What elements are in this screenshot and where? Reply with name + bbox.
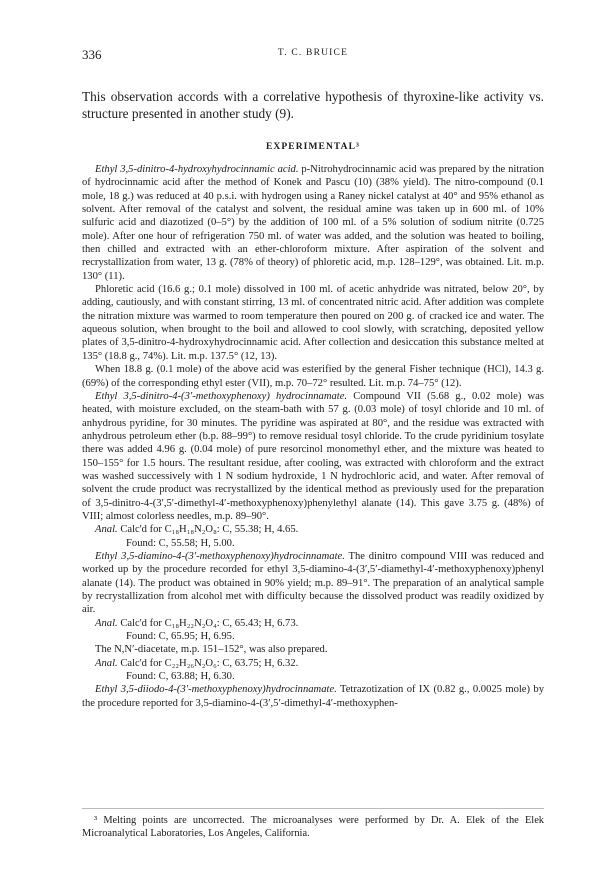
paragraph-text: Found: C, 65.95; H, 6.95. — [126, 631, 235, 643]
body-paragraph — [82, 683, 544, 710]
running-title: T. C. BRUICE — [277, 48, 349, 58]
paragraph-lead: Ethyl 3,5-diamino-4-(3′-methoxyphenoxy)hydrocinnamate. — [95, 550, 345, 562]
body-paragraph — [82, 643, 544, 656]
paragraph-lead: Anal. — [95, 617, 118, 629]
paragraph-text: Calc'd for C₂₂H₂₆N₂O₆: C, 63.75; H, 6.32. — [117, 657, 299, 669]
paragraph-text: Found: C, 55.58; H, 5.00. — [126, 537, 235, 549]
body-paragraph — [82, 390, 544, 523]
paragraph-lead: Ethyl 3,5-dinitro-4-(3′-methoxyphenoxy) hydrocinnamate. — [95, 390, 348, 402]
experimental-body — [82, 163, 544, 710]
body-paragraph — [82, 363, 544, 390]
paragraph-text: Phloretic acid (16.6 g.; 0.1 mole) dissolved in 100 ml. of acetic anhydride was nitrated, below 20°, by adding, cautiously, and with constant stirring, 13 ml. of concentrated nitric acid. After addition was complete the nitration mixture was warmed to room temperature then poured on 200 g. of cracked ice and water. The aqueous solution, when brought to the boil and allowed to cool slowly, with scratching, deposited yellow plates of 3,5-dinitro-4-hydroxyhydrocinnamic acid. After collection and desiccation this substance melted at 135° (18.8 g., 74%). Lit. m.p. 137.5° (12, 13). — [82, 284, 544, 362]
paragraph-text: The dinitro compound VIII was reduced and worked up by the procedure recorded for ethyl 3,5-diamino-4-(3′,5′-diamethyl-4′-methoxyphenoxy)phenyl alanate (14). The product was obtained in 90% yield; m.p. 89–91°. The preparation of an analytical sample by recrystallization from alcohol met with difficulty because the dissolved product was readily oxidized by air. — [82, 550, 544, 616]
paragraph-lead: Ethyl 3,5-dinitro-4-hydroxyhydrocinnamic acid. — [95, 164, 299, 175]
paragraph-lead: Anal. — [95, 657, 118, 669]
found-line — [82, 537, 544, 550]
body-paragraph — [82, 163, 544, 283]
page-header — [82, 47, 544, 67]
analysis-line — [82, 523, 544, 536]
paragraph-lead: Anal. — [95, 524, 118, 536]
body-paragraph — [82, 550, 544, 617]
paragraph-text: The N,N′-diacetate, m.p. 151–152°, was also prepared. — [95, 644, 328, 656]
found-line — [82, 670, 544, 683]
paragraph-text: Compound VII (5.68 g., 0.02 mole) was heated, with moisture excluded, on the steam-bath with 57 g. (0.03 mole) of tosyl chloride and 10 ml. of anhydrous pyridine, for 30 minutes. The pyridine was aspirated at 80°, and the residue was extracted with anhydrous petroleum ether (b.p. 88–99°) to remove residual tosyl chloride. To the crude pyridinium tosylate there was added 4.96 g. (0.04 mole) of pure resorcinol monomethyl ether, and the mixture was heated to 150–155° for 1.5 hours. The resultant residue, after cooling, was extracted with chloroform and the extract was washed successively with 1 N sodium hydroxide, 1 N hydrochloric acid, and water. After removal of solvent the crude product was recrystallized by the identical method as previously used for the preparation of 3,5-dinitro-4-(3′,5′-dimethyl-4′-methoxyphenoxy)phenylethyl alanate (14). This gave 3.75 g. (48%) of VIII; almost colorless needles, m.p. 89–90°. — [82, 390, 544, 522]
analysis-line — [82, 657, 544, 670]
paragraph-text: p-Nitrohydrocinnamic acid was prepared by the nitration of hydrocinnamic acid after the method of Konek and Pascu (10) (38% yield). The nitro-compound (0.1 mole, 18 g.) was reduced at 40 p.s.i. with hydrogen using a Raney nickel catalyst at 40° and 95% ethanol as solvent. After removal of the catalyst and solvent, the residual amine was taken up in 600 ml. of 10% sulfuric acid and diazotized (0–5°) by the addition of 100 ml. of a 5% solution of sodium nitrite (0.725 mole). After one hour of refrigeration 750 ml. of water was added, and the solution was heated to boiling, then chilled and extracted with an ether-chloroform mixture. After aspiration of the solvent and recrystallization from water, 13 g. (78% of theory) of phloretic acid, m.p. 128–129°, was obtained. Lit. m.p. 130° (11). — [82, 164, 544, 282]
footnote-rule — [82, 808, 544, 809]
paragraph-text: Calc'd for C₁₈H₂₂N₂O₄: C, 65.43; H, 6.73. — [117, 617, 299, 629]
intro-paragraph: This observation accords with a correlative hypothesis of thyroxine-like activity vs. structure presented in another study (9). — [82, 89, 544, 121]
paragraph-lead: Ethyl 3,5-diiodo-4-(3′-methoxyphenoxy)hydrocinnamate. — [95, 684, 337, 696]
paragraph-text: Tetrazotization of IX (0.82 g., 0.0025 mole) by the procedure reported for 3,5-diamino-4-(3′,5′-dimethyl-4′-methoxyphen- — [82, 684, 544, 709]
paragraph-text: When 18.8 g. (0.1 mole) of the above acid was esterified by the general Fisher technique (HCl), 14.3 g. (69%) of the corresponding ethyl ester (VII), m.p. 70–72° resulted. Lit. m.p. 74–75° (12). — [82, 364, 544, 389]
page-number: 336 — [82, 47, 102, 62]
footnote: ³ Melting points are uncorrected. The microanalyses were performed by Dr. A. Elek of the Elek Microanalytical Laboratories, Los Angeles, California. — [82, 815, 544, 840]
paragraph-text: Found: C, 63.88; H, 6.30. — [126, 671, 235, 683]
section-title: EXPERIMENTAL³ — [265, 142, 361, 152]
paragraph-text: Calc'd for C₁₈H₁₈N₂O₈: C, 55.38; H, 4.65. — [117, 524, 299, 536]
found-line — [82, 630, 544, 643]
body-paragraph — [82, 283, 544, 363]
analysis-line — [82, 617, 544, 630]
